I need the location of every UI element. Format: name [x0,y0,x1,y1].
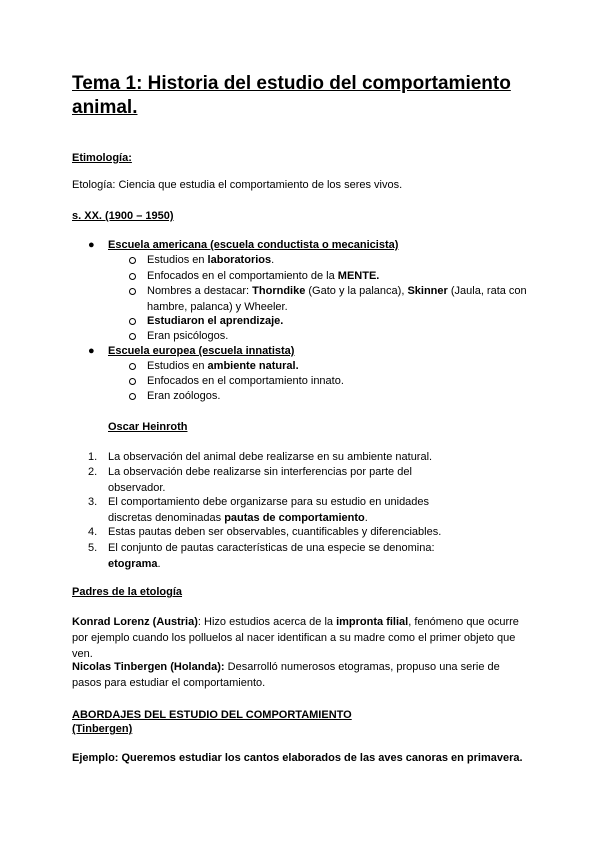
item-number: 4. [88,526,98,538]
item-text: . [157,558,161,570]
item-text: (Gato y la palanca), [305,285,408,297]
item-text: Nombres a destacar: [147,285,253,297]
circle-bullet-icon [129,333,136,340]
circle-bullet-icon [129,288,136,295]
item-text: . [271,254,275,266]
item-bold: Estudiaron el aprendizaje. [147,315,284,327]
ejemplo-text: Ejemplo: Queremos estudiar los cantos elaborados de las aves canoras en primavera. [72,752,523,764]
item-bold: etograma [108,558,158,570]
item-bold: ambiente natural. [207,360,299,372]
item-number: 1. [88,451,98,463]
escuela-europea-label: Escuela europea (escuela innatista) [108,345,295,357]
item-text: (Jaula, rata con hambre, palanca) y Wheeler. [147,285,527,313]
bullet-icon: ● [88,345,95,357]
abordajes-heading: ABORDAJES DEL ESTUDIO DEL COMPORTAMIENTO [72,709,352,721]
circle-bullet-icon [129,363,136,370]
heinroth-heading: Oscar Heinroth [108,421,188,433]
circle-bullet-icon [129,318,136,325]
page-title: Tema 1: Historia del estudio del comportamiento animal. [72,73,511,118]
item-text: Eran psicólogos. [147,330,229,342]
lorenz-name: Konrad Lorenz (Austria) [72,616,198,628]
paragraph-text: , fenómeno que ocurre por ejemplo cuando los polluelos al nacer identifican a su madre como el primer objeto que ven. [72,616,519,660]
paragraph-text: Desarrolló numerosos etogramas, propuso una serie de pasos para estudiar el comportamiento. [72,661,500,689]
item-text: El conjunto de pautas características de una especie se denomina: [108,542,435,554]
item-text: Estudios en [147,360,208,372]
item-text: La observación del animal debe realizarse en su ambiente natural. [108,451,433,463]
item-bold: laboratorios [207,254,272,266]
escuela-americana-label: Escuela americana (escuela conductista o mecanicista) [108,239,399,251]
item-bold: pautas de comportamiento [224,512,365,524]
circle-bullet-icon [129,393,136,400]
siglo-heading: s. XX. (1900 – 1950) [72,210,174,222]
abordajes-subheading: (Tinbergen) [72,723,133,735]
item-bold: Thorndike [252,285,306,297]
item-text: . [364,512,368,524]
item-number: 2. [88,466,98,478]
lorenz-paragraph [72,614,532,662]
circle-bullet-icon [129,257,136,264]
item-text: El comportamiento debe organizarse para su estudio en unidades discretas denominadas [108,496,430,524]
item-bold: MENTE. [337,270,380,282]
item-text: Eran zoólogos. [147,390,221,402]
bullet-icon: ● [88,239,95,251]
paragraph-text: : Hizo estudios acerca de la [197,616,337,628]
item-number: 5. [88,542,98,554]
paragraph-bold: impronta filial [336,616,409,628]
etimologia-text: Etología: Ciencia que estudia el comportamiento de los seres vivos. [72,179,403,191]
circle-bullet-icon [129,273,136,280]
circle-bullet-icon [129,378,136,385]
etimologia-heading: Etimología: [72,152,132,164]
item-text: La observación debe realizarse sin interferencias por parte del observador. [108,466,412,494]
item-text: Enfocados en el comportamiento innato. [147,375,344,387]
tinbergen-paragraph [72,659,532,691]
item-bold: Skinner [407,285,448,297]
padres-heading: Padres de la etología [72,586,183,598]
item-text: Estas pautas deben ser observables, cuantificables y diferenciables. [108,526,442,538]
item-text: Estudios en [147,254,208,266]
tinbergen-name: Nicolas Tinbergen (Holanda): [72,661,225,673]
item-text: Enfocados en el comportamiento de la [147,270,338,282]
item-number: 3. [88,496,98,508]
